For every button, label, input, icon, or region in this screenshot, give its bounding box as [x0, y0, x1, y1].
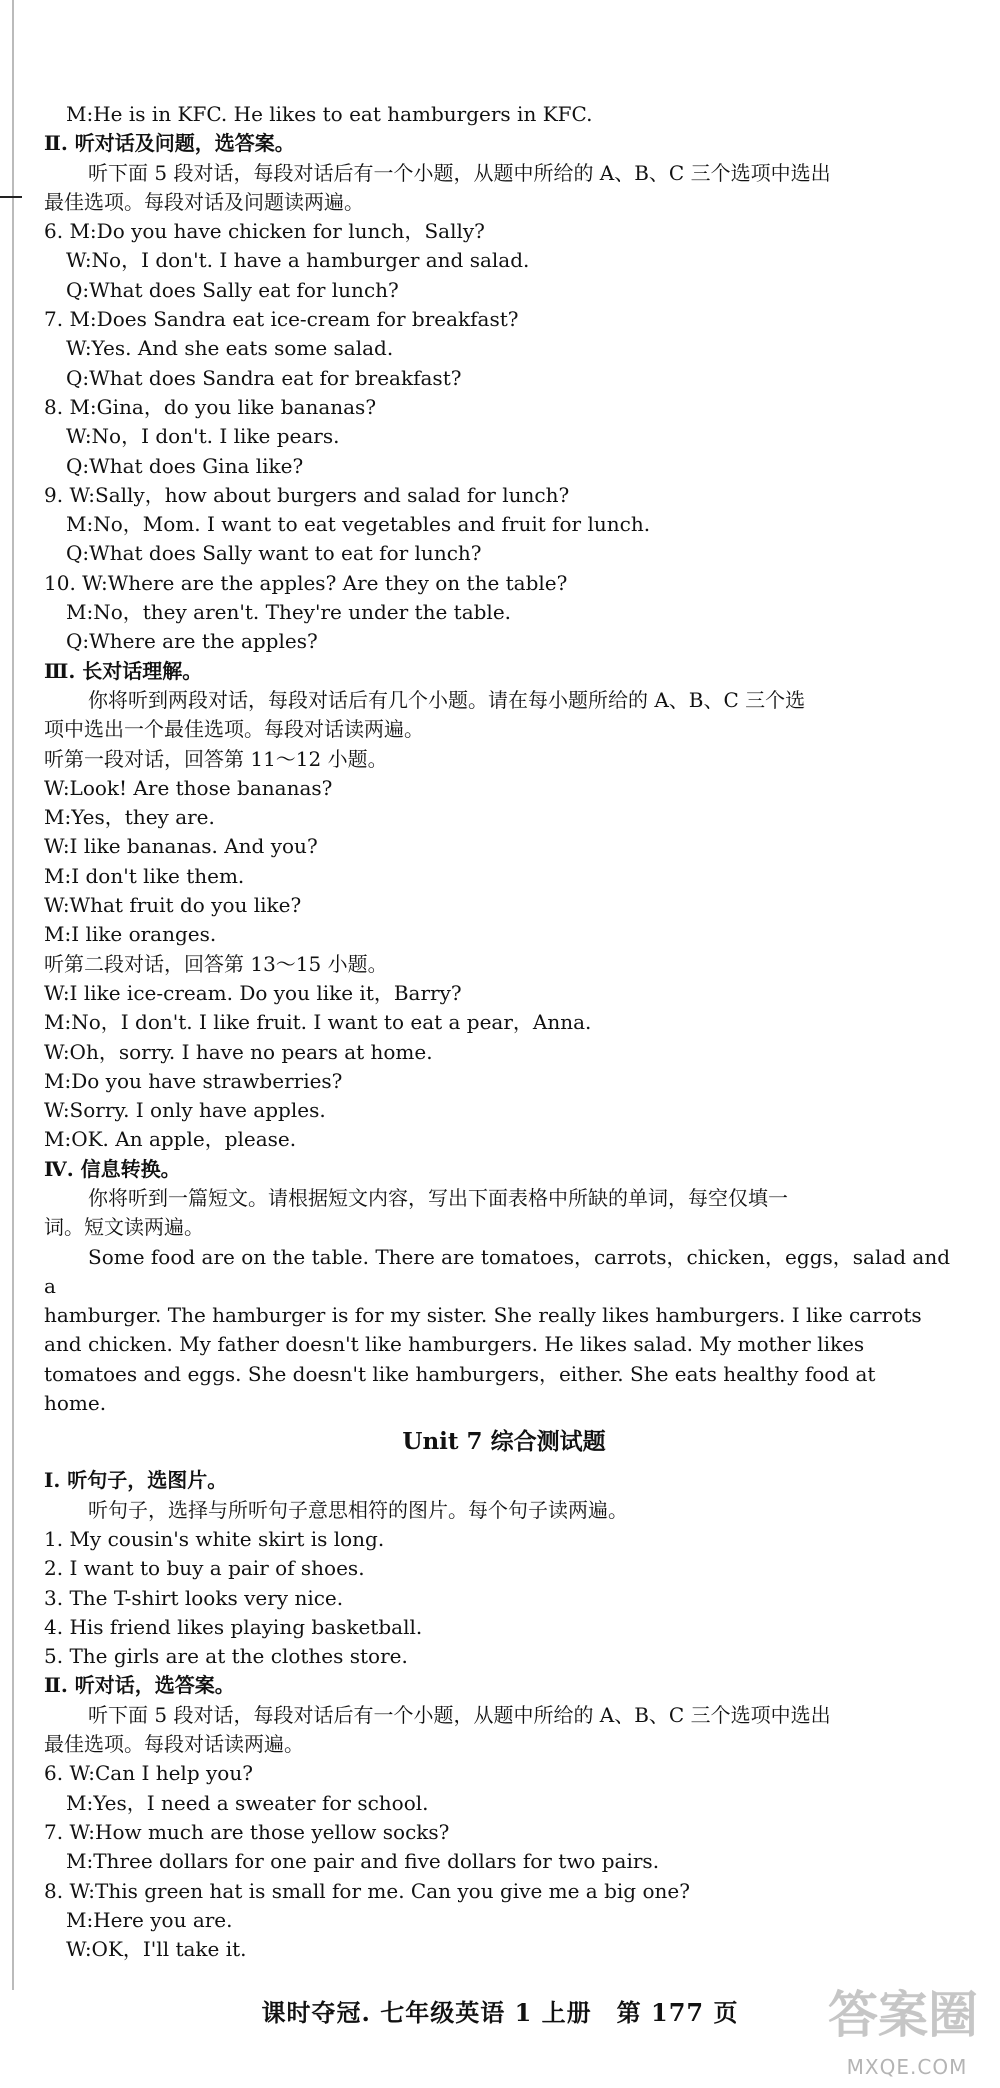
text-line: W:Oh，sorry. I have no pears at home. — [44, 1039, 433, 1064]
text-line: W:Look! Are those bananas? — [44, 775, 333, 800]
text-line: 6. M:Do you have chicken for lunch，Sally? — [44, 219, 485, 244]
watermark — [822, 1975, 992, 2085]
text-line: M:He is in KFC. He likes to eat hamburgers in KFC. — [66, 102, 593, 126]
text-line: M:Here you are. — [66, 1907, 233, 1932]
text-line: W:Yes. And she eats some salad. — [66, 336, 394, 361]
text-line: M:I don't like them. — [44, 863, 245, 888]
text-line: 3. The T-shirt looks very nice. — [44, 1585, 344, 1610]
text-line: W:No，I don't. I have a hamburger and salad. — [66, 248, 530, 273]
text-line: hamburger. The hamburger is for my sister. She really likes hamburgers. I like carrots — [44, 1303, 922, 1328]
section-heading: Ⅲ. 长对话理解。 — [44, 658, 203, 683]
text-line: 听下面 5 段对话，每段对话后有一个小题，从题中所给的 A、B、C 三个选项中选出 — [88, 160, 831, 185]
text-line: Q:What does Gina like? — [66, 453, 304, 478]
text-line: M:No，I don't. I like fruit. I want to eat a pear，Anna. — [44, 1010, 592, 1035]
section-heading: Ⅱ. 听对话及问题，选答案。 — [44, 131, 295, 156]
text-line: M:I like oranges. — [44, 922, 217, 947]
unit-7-test-section — [44, 1466, 964, 1964]
text-line: 听第一段对话，回答第 11～12 小题。 — [44, 746, 388, 771]
text-line: 8. M:Gina，do you like bananas? — [44, 394, 377, 419]
text-line: 4. His friend likes playing basketball. — [44, 1614, 423, 1639]
text-line: Q:Where are the apples? — [66, 629, 318, 654]
text-line: 6. W:Can I help you? — [44, 1761, 253, 1786]
unit-title: Unit 7 综合测试题 — [402, 1428, 606, 1456]
text-line: M:Three dollars for one pair and five dollars for two pairs. — [66, 1849, 660, 1874]
text-line: M:No，they aren't. They're under the table. — [66, 600, 512, 625]
text-line: M:Do you have strawberries? — [44, 1068, 343, 1093]
text-line: 9. W:Sally，how about burgers and salad for lunch? — [44, 482, 570, 507]
text-line: 听句子，选择与所听句子意思相符的图片。每个句子读两遍。 — [88, 1497, 628, 1522]
text-line: 听第二段对话，回答第 13～15 小题。 — [44, 951, 388, 976]
text-line: 1. My cousin's white skirt is long. — [44, 1526, 385, 1551]
text-line: 你将听到两段对话，每段对话后有几个小题。请在每小题所给的 A、B、C 三个选 — [88, 687, 806, 712]
text-line: 7. M:Does Sandra eat ice-cream for breakfast? — [44, 307, 519, 332]
text-line: 词。短文读两遍。 — [44, 1215, 204, 1240]
text-line: M:Yes，I need a sweater for school. — [66, 1790, 429, 1815]
text-line: W:Sorry. I only have apples. — [44, 1098, 326, 1123]
text-line: W:OK，I'll take it. — [66, 1937, 247, 1962]
watermark-logo: 答案圈 — [828, 1986, 978, 2044]
text-line: 项中选出一个最佳选项。每段对话读两遍。 — [44, 717, 424, 742]
page-content — [44, 100, 964, 1964]
listening-script-section — [44, 100, 964, 1418]
text-line: Some food are on the table. There are tomatoes，carrots，chicken，eggs，salad and a — [44, 1244, 957, 1298]
text-line: 听下面 5 段对话，每段对话后有一个小题，从题中所给的 A、B、C 三个选项中选出 — [88, 1702, 831, 1727]
section-heading: Ⅰ. 听句子，选图片。 — [44, 1468, 228, 1493]
text-line: W:What fruit do you like? — [44, 893, 302, 918]
binding-margin-line — [12, 0, 14, 1990]
text-line: 最佳选项。每段对话及问题读两遍。 — [44, 189, 364, 214]
text-line: Q:What does Sally eat for lunch? — [66, 277, 399, 302]
text-line: Q:What does Sandra eat for breakfast? — [66, 365, 462, 390]
text-line: M:No，Mom. I want to eat vegetables and fruit for lunch. — [66, 512, 651, 537]
text-line: 5. The girls are at the clothes store. — [44, 1644, 408, 1669]
section-heading: Ⅳ. 信息转换。 — [44, 1156, 181, 1181]
text-line: 最佳选项。每段对话读两遍。 — [44, 1732, 304, 1757]
text-line: 10. W:Where are the apples? Are they on the table? — [44, 570, 568, 595]
text-line: 你将听到一篇短文。请根据短文内容，写出下面表格中所缺的单词，每空仅填一 — [88, 1185, 788, 1210]
text-line: 7. W:How much are those yellow socks? — [44, 1819, 450, 1844]
text-line: W:I like ice-cream. Do you like it，Barry? — [44, 980, 462, 1005]
margin-tick — [0, 196, 22, 198]
section-heading: Ⅱ. 听对话，选答案。 — [44, 1673, 235, 1698]
text-line: and chicken. My father doesn't like hamburgers. He likes salad. My mother likes — [44, 1332, 865, 1357]
text-line: W:No，I don't. I like pears. — [66, 424, 340, 449]
text-line: 8. W:This green hat is small for me. Can you give me a big one? — [44, 1878, 690, 1903]
text-line: M:OK. An apple，please. — [44, 1127, 297, 1152]
watermark-url: MXQE.COM — [846, 2055, 968, 2079]
text-line: W:I like bananas. And you? — [44, 834, 318, 859]
text-line: home. — [44, 1391, 107, 1416]
text-line: Q:What does Sally want to eat for lunch? — [66, 541, 482, 566]
text-line: 2. I want to buy a pair of shoes. — [44, 1556, 365, 1581]
text-line: M:Yes，they are. — [44, 805, 215, 830]
page-footer: 课时夺冠. 七年级英语 1 上册 第 177 页 — [261, 1998, 739, 2027]
text-line: tomatoes and eggs. She doesn't like hamburgers，either. She eats healthy food at — [44, 1361, 876, 1386]
